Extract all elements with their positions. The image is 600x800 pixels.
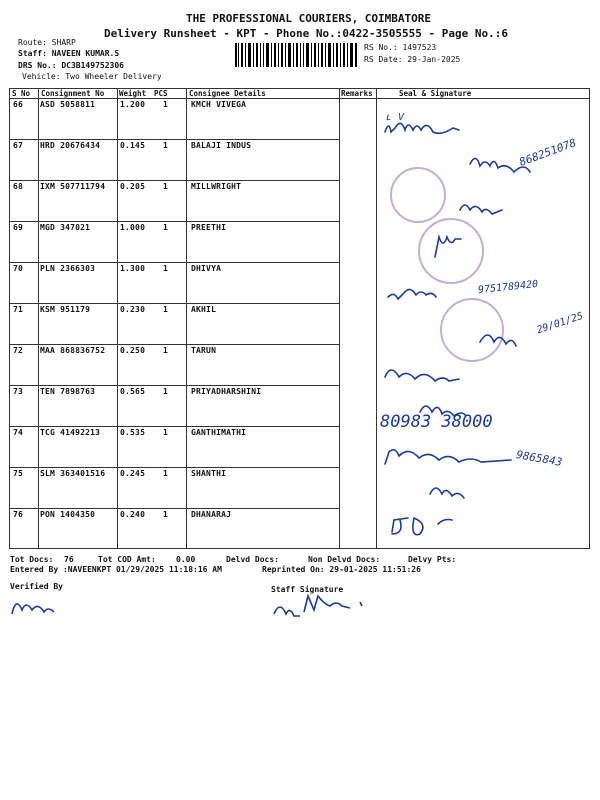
route-label: Route: SHARP — [18, 38, 76, 47]
row-pcs: 1 — [163, 510, 169, 519]
row-consignee: MILLWRIGHT — [191, 182, 242, 191]
signature-row72 — [385, 370, 459, 381]
row-consignee: SHANTHI — [191, 469, 227, 478]
row-consignment: PON 1404350 — [40, 510, 96, 519]
handwritten-row71-date: 29/01/25 — [535, 310, 585, 337]
header-pcs: PCS — [154, 89, 168, 98]
staff-signature — [270, 592, 390, 624]
row-sno: 70 — [13, 264, 24, 273]
row-sno: 66 — [13, 100, 24, 109]
verified-by-signature — [8, 592, 68, 622]
row-weight: 1.200 — [120, 100, 146, 109]
row-weight: 0.205 — [120, 182, 146, 191]
row-consignee: DHIVYA — [191, 264, 222, 273]
col-border — [376, 88, 377, 549]
row-consignee: AKHIL — [191, 305, 217, 314]
handwritten-row73-number: 80983 38000 — [380, 412, 493, 432]
handwritten-row74-phone: 9865843 — [515, 448, 564, 469]
signature-row74 — [385, 450, 511, 464]
verified-by-label: Verified By — [10, 582, 63, 591]
rs-date: RS Date: 29-Jan-2025 — [364, 55, 461, 64]
header-remarks: Remarks — [341, 89, 373, 98]
row-weight: 0.565 — [120, 387, 146, 396]
table-header-border — [9, 98, 590, 99]
row-pcs: 1 — [163, 100, 169, 109]
row-weight: 1.300 — [120, 264, 146, 273]
col-border — [9, 88, 10, 549]
row-separator — [9, 508, 340, 509]
col-border — [117, 88, 118, 549]
row-consignee: PREETHI — [191, 223, 227, 232]
row-weight: 0.535 — [120, 428, 146, 437]
row-separator — [9, 180, 340, 181]
row-weight: 0.250 — [120, 346, 146, 355]
barcode — [235, 43, 357, 67]
rs-number: RS No.: 1497523 — [364, 43, 437, 52]
header-weight: Weight — [119, 89, 147, 98]
col-border — [38, 88, 39, 549]
row-separator — [9, 221, 340, 222]
row-consignee: KMCH VIVEGA — [191, 100, 247, 109]
tot-cod-value: 0.00 — [176, 555, 196, 564]
signature-row71 — [480, 335, 516, 346]
tot-docs-label: Tot Docs: — [10, 555, 54, 564]
entered-by: Entered By :NAVEENKPT 01/29/2025 11:18:16 AM — [10, 565, 222, 574]
row-weight: 0.145 — [120, 141, 146, 150]
barcode-graphic — [235, 43, 357, 67]
row-sno: 73 — [13, 387, 24, 396]
signature-row76 — [392, 518, 452, 535]
col-border — [186, 88, 187, 549]
row-consignee: BALAJI INDUS — [191, 141, 252, 150]
row-consignee: TARUN — [191, 346, 217, 355]
signature-row75 — [430, 488, 464, 498]
row-consignment: HRD 20676434 — [40, 141, 101, 150]
row-sno: 74 — [13, 428, 24, 437]
row-separator — [9, 467, 340, 468]
delvd-docs-label: Delvd Docs: — [226, 555, 279, 564]
handwritten-row70-phone: 9751789420 — [477, 278, 539, 297]
row-pcs: 1 — [163, 223, 169, 232]
non-delvd-docs-label: Non Delvd Docs: — [308, 555, 381, 564]
row-sno: 69 — [13, 223, 24, 232]
row-separator — [9, 139, 340, 140]
row-separator — [9, 426, 340, 427]
delvy-pts-label: Delvy Pts: — [408, 555, 457, 564]
row-consignment: MGD 347021 — [40, 223, 91, 232]
row-consignee: DHANARAJ — [191, 510, 232, 519]
row-pcs: 1 — [163, 469, 169, 478]
signature-row70 — [388, 289, 436, 299]
row-sno: 68 — [13, 182, 24, 191]
header-consignment: Consignment No — [41, 89, 105, 98]
row-consignment: TEN 7898763 — [40, 387, 96, 396]
staff-signature-label: Staff Signature — [271, 585, 344, 594]
row-pcs: 1 — [163, 346, 169, 355]
row-consignment: TCG 41492213 — [40, 428, 101, 437]
handwritten-row67-phone: 868251078 — [517, 136, 579, 169]
tot-docs-value: 76 — [64, 555, 74, 564]
header-consignee: Consignee Details — [189, 89, 266, 98]
company-title: THE PROFESSIONAL COURIERS, COIMBATORE — [186, 12, 432, 25]
signature-row68 — [460, 205, 502, 214]
tot-cod-label: Tot COD Amt: — [98, 555, 156, 564]
row-consignment: KSM 951179 — [40, 305, 91, 314]
signature-row69 — [435, 237, 461, 257]
row-weight: 1.000 — [120, 223, 146, 232]
signature-row66 — [385, 123, 459, 133]
row-pcs: 1 — [163, 387, 169, 396]
row-consignee: GANTHIMATHI — [191, 428, 247, 437]
row-pcs: 1 — [163, 141, 169, 150]
row-pcs: 1 — [163, 182, 169, 191]
reprinted-on: Reprinted On: 29-01-2025 11:51:26 — [262, 565, 421, 574]
row-separator — [9, 303, 340, 304]
row-consignment: PLN 2366303 — [40, 264, 96, 273]
row-consignment: MAA 868836752 — [40, 346, 106, 355]
row-separator — [9, 262, 340, 263]
row-pcs: 1 — [163, 305, 169, 314]
row-weight: 0.230 — [120, 305, 146, 314]
handwritten-signatures — [380, 112, 590, 552]
row-pcs: 1 — [163, 428, 169, 437]
row-consignment: SLM 363401516 — [40, 469, 106, 478]
row-sno: 72 — [13, 346, 24, 355]
drs-label: DRS No.: DC3B149752306 — [18, 61, 124, 70]
runsheet-subtitle: Delivery Runsheet - KPT - Phone No.:0422-3505555 - Page No.:6 — [104, 27, 508, 40]
row-pcs: 1 — [163, 264, 169, 273]
col-border — [339, 88, 340, 549]
row-consignment: ASD 5058811 — [40, 100, 96, 109]
header-sno: S No — [12, 89, 31, 98]
row-separator — [9, 344, 340, 345]
row-sno: 71 — [13, 305, 24, 314]
row-weight: 0.240 — [120, 510, 146, 519]
row-sno: 75 — [13, 469, 24, 478]
row-consignment: IXM 507711794 — [40, 182, 106, 191]
vehicle-label: Vehicle: Two Wheeler Delivery — [22, 72, 162, 81]
header-seal-signature: Seal & Signature — [399, 89, 472, 98]
handwritten-row66-initials: ʟ V — [386, 112, 405, 123]
row-separator — [9, 385, 340, 386]
row-consignee: PRIYADHARSHINI — [191, 387, 262, 396]
staff-label: Staff: NAVEEN KUMAR.S — [18, 49, 120, 58]
row-weight: 0.245 — [120, 469, 146, 478]
row-sno: 67 — [13, 141, 24, 150]
row-sno: 76 — [13, 510, 24, 519]
